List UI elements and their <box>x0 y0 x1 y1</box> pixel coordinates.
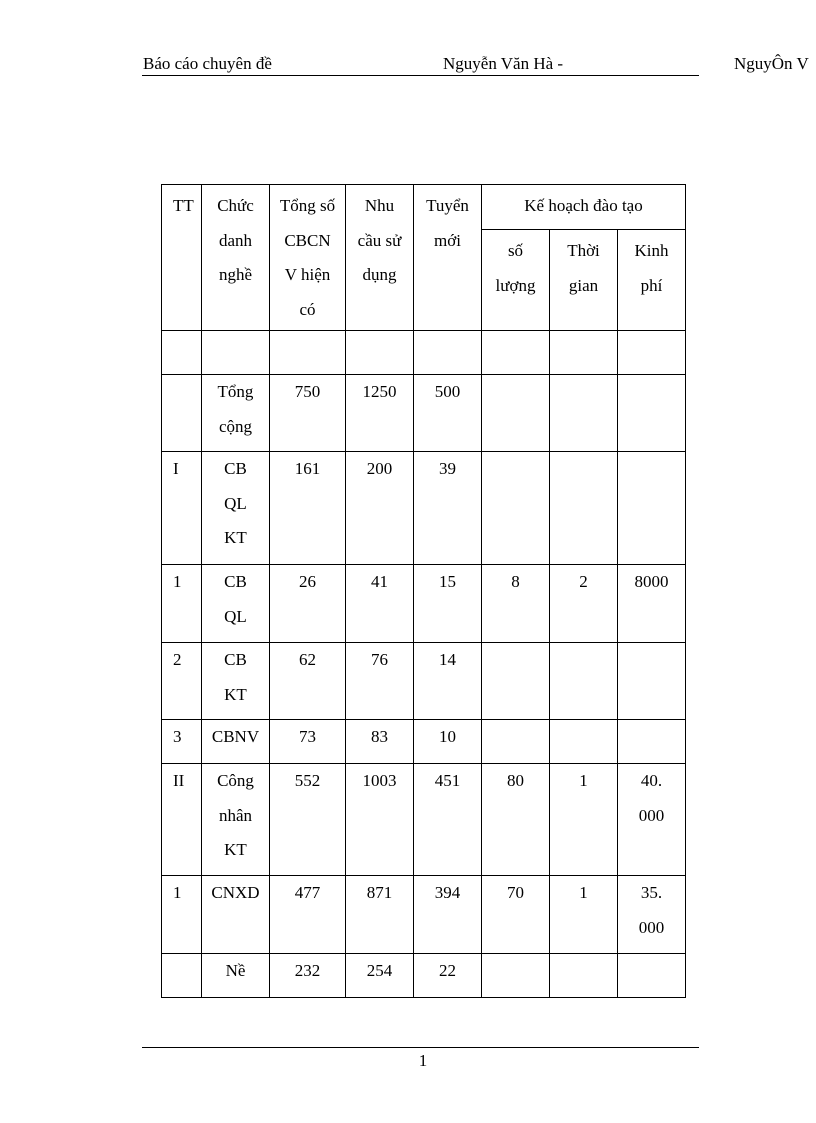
cell-total-staff: 750 <box>270 375 346 452</box>
cell-position <box>202 331 270 375</box>
header-author-garbled: NguyÔn V <box>734 54 809 73</box>
table-row <box>162 954 686 998</box>
cell-demand <box>346 331 414 375</box>
col-header-total-staff: Tổng số CBCN V hiện có <box>270 185 346 331</box>
cell-time: 1 <box>550 876 618 954</box>
table-row <box>162 565 686 643</box>
cell-quantity: 70 <box>482 876 550 954</box>
table-row <box>162 643 686 720</box>
table-row <box>162 375 686 452</box>
cell-position: CB QL <box>202 565 270 643</box>
cell-time <box>550 331 618 375</box>
cell-cost <box>618 643 686 720</box>
header-report-title: Báo cáo chuyên đề <box>143 54 272 73</box>
col-header-position: Chức danh nghề <box>202 185 270 331</box>
cell-position: CNXD <box>202 876 270 954</box>
cell-cost <box>618 331 686 375</box>
cell-tt <box>162 954 202 998</box>
cell-time: 1 <box>550 764 618 876</box>
cell-cost: 40. 000 <box>618 764 686 876</box>
table-row <box>162 720 686 764</box>
cell-recruit: 500 <box>414 375 482 452</box>
cell-time: 2 <box>550 565 618 643</box>
cell-time <box>550 452 618 565</box>
cell-total-staff: 73 <box>270 720 346 764</box>
cell-position: Nề <box>202 954 270 998</box>
cell-total-staff: 26 <box>270 565 346 643</box>
col-header-tt: TT <box>162 185 202 331</box>
cell-time <box>550 720 618 764</box>
cell-tt: 2 <box>162 643 202 720</box>
col-header-time: Thời gian <box>550 230 618 331</box>
cell-tt <box>162 331 202 375</box>
col-header-quantity: số lượng <box>482 230 550 331</box>
cell-recruit: 15 <box>414 565 482 643</box>
cell-position: CB QL KT <box>202 452 270 565</box>
col-header-recruit: Tuyển mới <box>414 185 482 331</box>
cell-total-staff: 232 <box>270 954 346 998</box>
cell-demand: 200 <box>346 452 414 565</box>
table-row <box>162 876 686 954</box>
cell-total-staff <box>270 331 346 375</box>
cell-tt: II <box>162 764 202 876</box>
cell-demand: 83 <box>346 720 414 764</box>
col-header-cost: Kinh phí <box>618 230 686 331</box>
cell-recruit: 10 <box>414 720 482 764</box>
training-plan-table <box>161 184 686 998</box>
cell-total-staff: 477 <box>270 876 346 954</box>
cell-position: CBNV <box>202 720 270 764</box>
cell-cost <box>618 720 686 764</box>
page-number: 1 <box>418 1051 428 1070</box>
cell-quantity: 80 <box>482 764 550 876</box>
cell-tt: 3 <box>162 720 202 764</box>
cell-position: Tổng cộng <box>202 375 270 452</box>
cell-total-staff: 552 <box>270 764 346 876</box>
cell-total-staff: 161 <box>270 452 346 565</box>
cell-tt: 1 <box>162 565 202 643</box>
cell-quantity <box>482 643 550 720</box>
cell-demand: 254 <box>346 954 414 998</box>
header-rule <box>142 75 699 76</box>
cell-recruit: 394 <box>414 876 482 954</box>
cell-recruit: 22 <box>414 954 482 998</box>
header-author: Nguyễn Văn Hà - <box>443 54 564 73</box>
cell-demand: 41 <box>346 565 414 643</box>
cell-cost <box>618 375 686 452</box>
cell-recruit: 39 <box>414 452 482 565</box>
cell-cost <box>618 452 686 565</box>
footer-rule <box>142 1047 699 1048</box>
cell-cost: 35. 000 <box>618 876 686 954</box>
cell-time <box>550 954 618 998</box>
col-header-demand: Nhu cầu sử dụng <box>346 185 414 331</box>
cell-quantity <box>482 720 550 764</box>
col-header-training-plan: Kế hoạch đào tạo <box>482 185 686 230</box>
cell-position: Công nhân KT <box>202 764 270 876</box>
cell-time <box>550 643 618 720</box>
cell-quantity <box>482 452 550 565</box>
cell-quantity: 8 <box>482 565 550 643</box>
table-row <box>162 331 686 375</box>
cell-time <box>550 375 618 452</box>
cell-recruit <box>414 331 482 375</box>
cell-position: CB KT <box>202 643 270 720</box>
cell-demand: 1250 <box>346 375 414 452</box>
cell-quantity <box>482 331 550 375</box>
cell-demand: 871 <box>346 876 414 954</box>
cell-tt <box>162 375 202 452</box>
cell-cost: 8000 <box>618 565 686 643</box>
cell-demand: 76 <box>346 643 414 720</box>
table-row <box>162 764 686 876</box>
cell-recruit: 14 <box>414 643 482 720</box>
cell-cost <box>618 954 686 998</box>
cell-tt: I <box>162 452 202 565</box>
cell-quantity <box>482 954 550 998</box>
cell-tt: 1 <box>162 876 202 954</box>
cell-quantity <box>482 375 550 452</box>
cell-total-staff: 62 <box>270 643 346 720</box>
cell-recruit: 451 <box>414 764 482 876</box>
table-row <box>162 452 686 565</box>
cell-demand: 1003 <box>346 764 414 876</box>
